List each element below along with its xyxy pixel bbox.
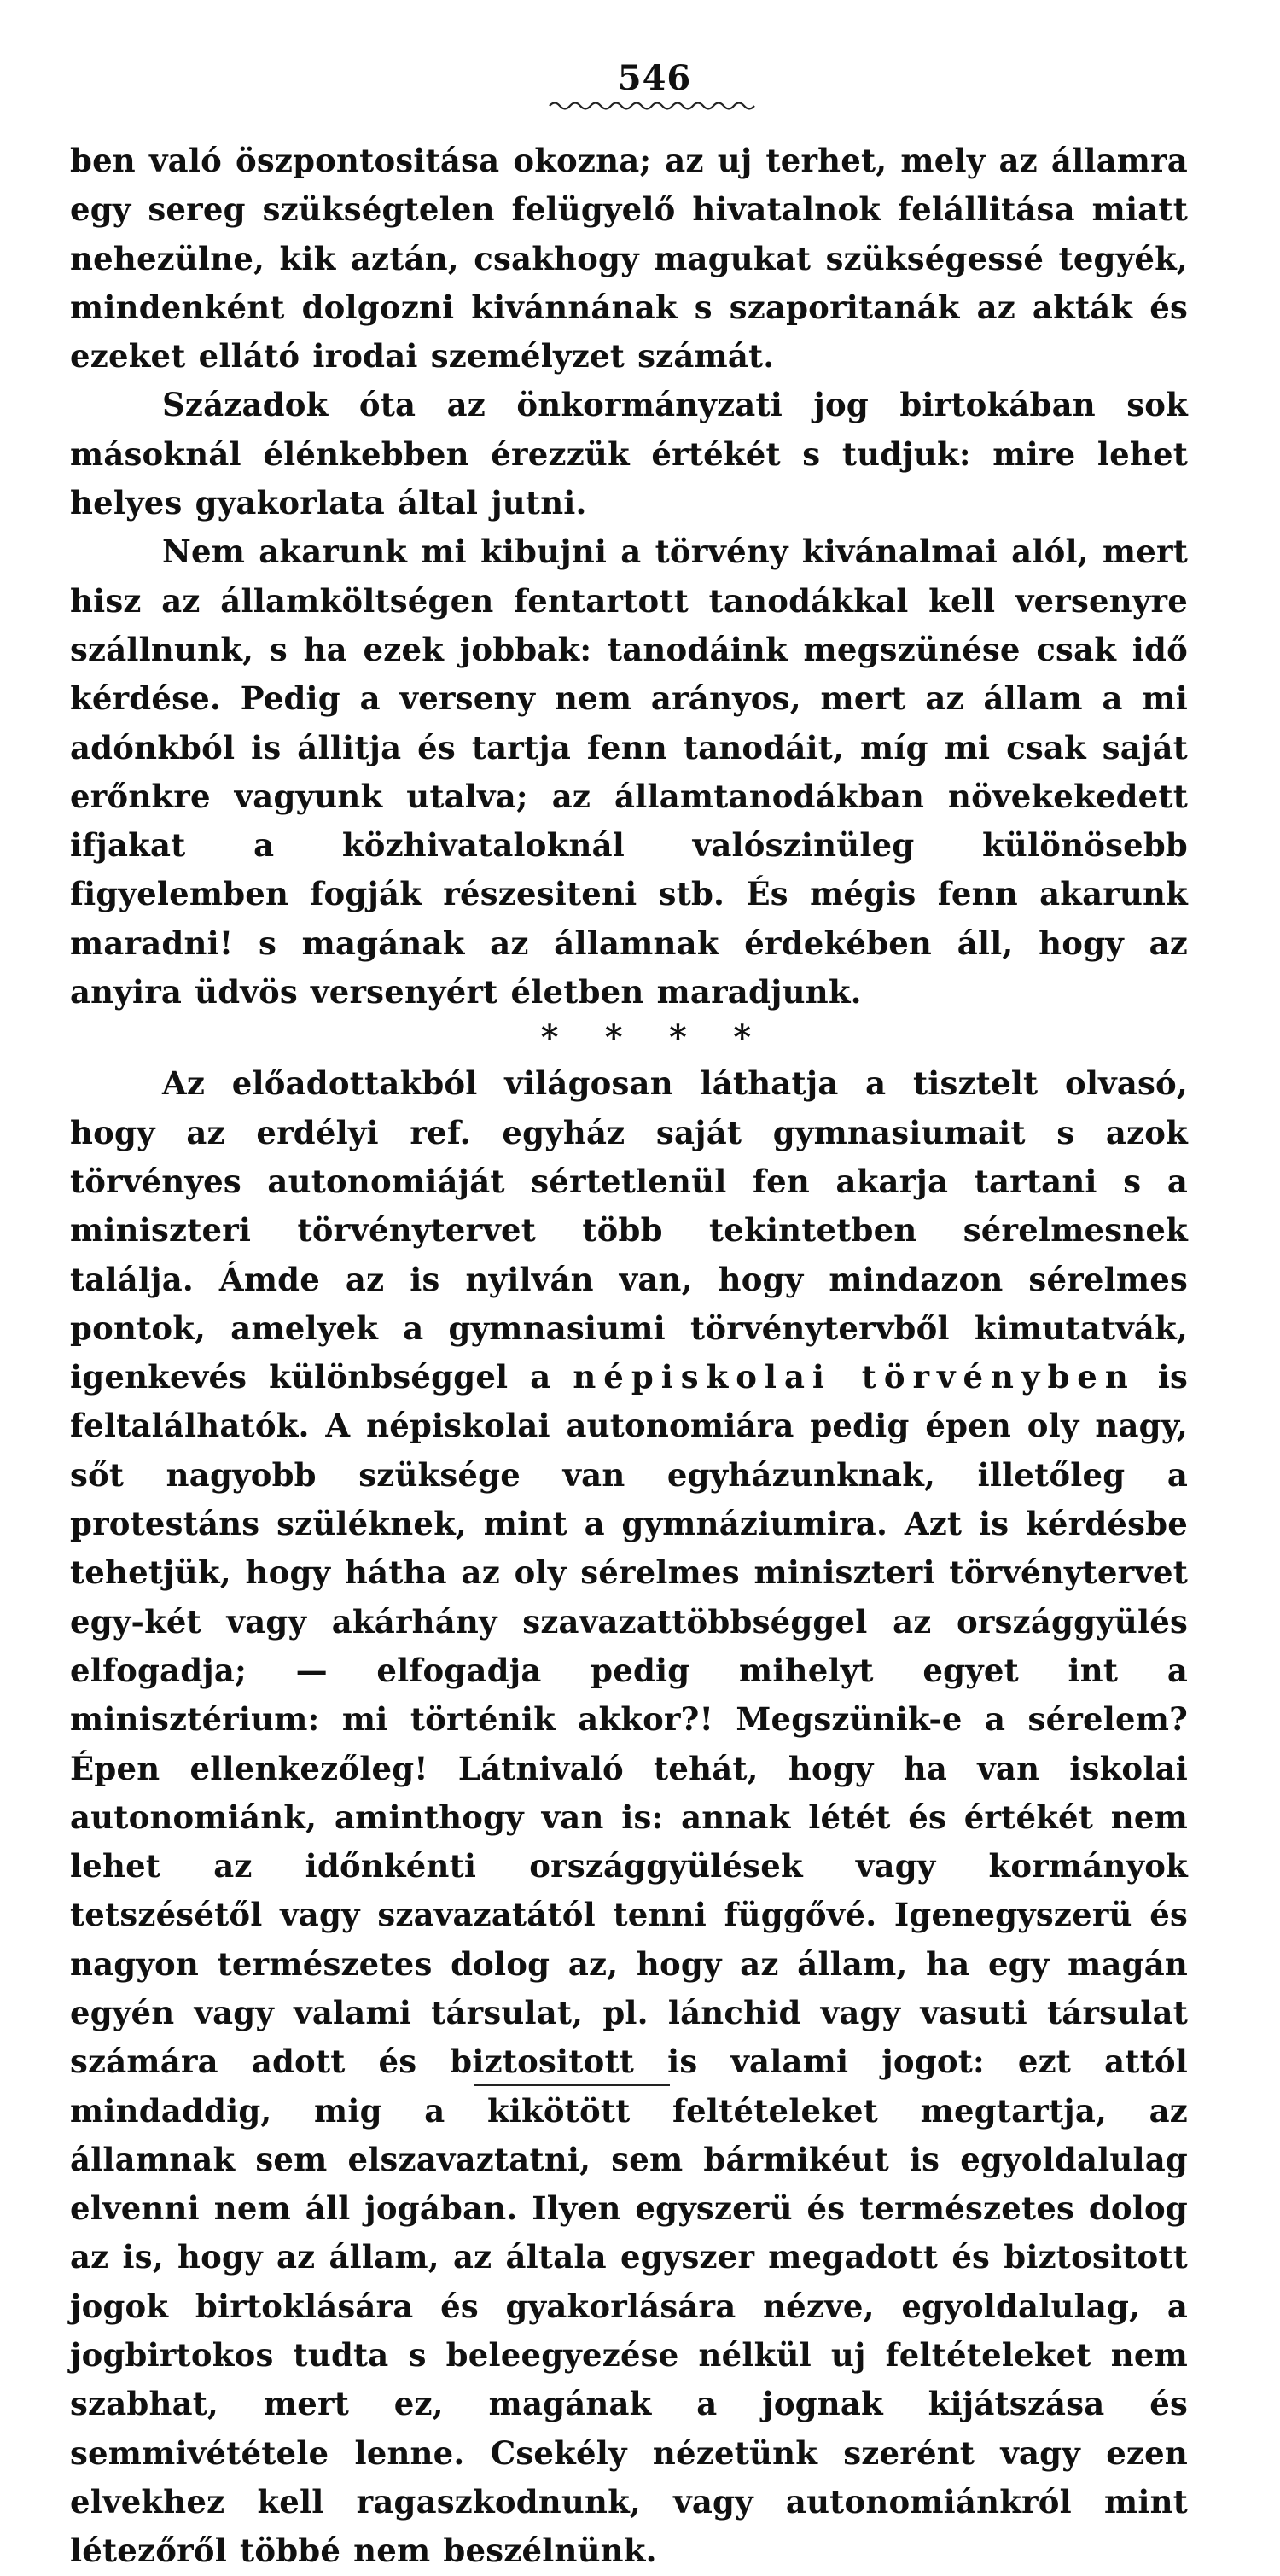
body-text	[70, 137, 1188, 2576]
paragraph-1: ben való öszpontositása okozna; az uj terhet, mely az államra egy sereg szükségtelen felügyelő hivatalnok felállitása miatt nehezülne, kik aztán, csakhogy magukat szükségessé tegyék, mindenként dolgozni kivánnának s szaporitanák az akták és ezeket ellátó irodai személyzet számát.	[70, 142, 1188, 376]
paragraph-3: Nem akarunk mi kibujni a törvény kivánalmai alól, mert hisz az államköltségen fentartott tanodákkal kell versenyre szállnunk, s ha ezek jobbak: tanodáink megszünése csak idő kérdése. Pedig a verseny nem arányos, mert az állam a mi adónkból is állitja és tartja fenn tanodáit, míg mi csak saját erőnkre vagyunk utalva; az államtanodákban növekekedett ifjakat a közhivataloknál valószinüleg különösebb figyelemben fogják részesiteni stb. És mégis fenn akarunk maradni! s magának az államnak érdekében áll, hogy az anyira üdvös versenyért életben maradjunk.	[70, 533, 1188, 1011]
paragraph-4-spaced-phrase: népiskolai törvényben	[573, 1358, 1136, 1396]
page-number: 546	[617, 58, 692, 98]
page-number-ornament	[548, 99, 761, 113]
paragraph-2: Századok óta az önkormányzati jog birtokában sok másoknál élénkebben érezzük értékét s tudjuk: mire lehet helyes gyakorlata által jutni.	[70, 386, 1188, 522]
section-break-asterisks: * * * *	[540, 1017, 752, 1058]
end-rule	[474, 2084, 670, 2086]
book-page	[70, 60, 1188, 2576]
paragraph-4-text-b: is feltalálhatók. A népiskolai autonomiára pedig épen oly nagy, sőt nagyobb szüksége van egyházunknak, illetőleg a protestáns szüléknek, mint a gymnáziumira. Azt is kérdésbe tehetjük, hogy hátha az oly sérelmes miniszteri törvénytervet egy-két vagy akárhány szavazattöbbséggel az országgyülés elfogadja; — elfogadja pedig mihelyt egyet int a minisztérium: mi történik akkor?! Megszünik-e a sérelem? Épen ellenkezőleg! Látnivaló tehát, hogy ha van iskolai autonomiánk, aminthogy van is: annak létét és értékét nem lehet az időnkénti országgyülések vagy kormányok tetszésétől vagy szavazatától tenni függővé. Igenegyszerü és nagyon természetes dolog az, hogy az állam, ha egy magán egyén vagy valami társulat, pl. lánchid vagy vasuti társulat számára adott és biztositott is valami jogot: ezt attól mindaddig, mig a kikötött feltételeket megtartja, az államnak sem elszavaztatni, sem bármikéut is egyoldalulag elvenni nem áll jogában. Ilyen egyszerü és természetes dolog az is, hogy az állam, az általa egyszer megadott és biztositott jogok birtoklására és gyakorlására nézve, egyoldalulag, a jogbirtokos tudta s beleegyezése nélkül uj feltételeket nem szabhat, mert ez, magának a jognak kijátszása és semmivététele lenne. Csekély nézetünk szerént vagy ezen elvekhez kell ragaszkodnunk, vagy autonomiánkról mint létezőről többé nem beszélnünk.	[70, 1358, 1188, 2570]
paragraph-4-text-a: Az előadottakból világosan láthatja a tisztelt olvasó, hogy az erdélyi ref. egyház saját gymnasiumait s azok törvényes autonomiáját sértetlenül fen akarja tartani s a miniszteri törvénytervet több tekintetben sérelmesnek találja. Ámde az is nyilván van, hogy mindazon sérelmes pontok, amelyek a gymnasiumi törvénytervből kimutatvák, igenkevés különbséggel a	[70, 1064, 1188, 1396]
paragraph-4	[70, 1059, 1188, 2575]
